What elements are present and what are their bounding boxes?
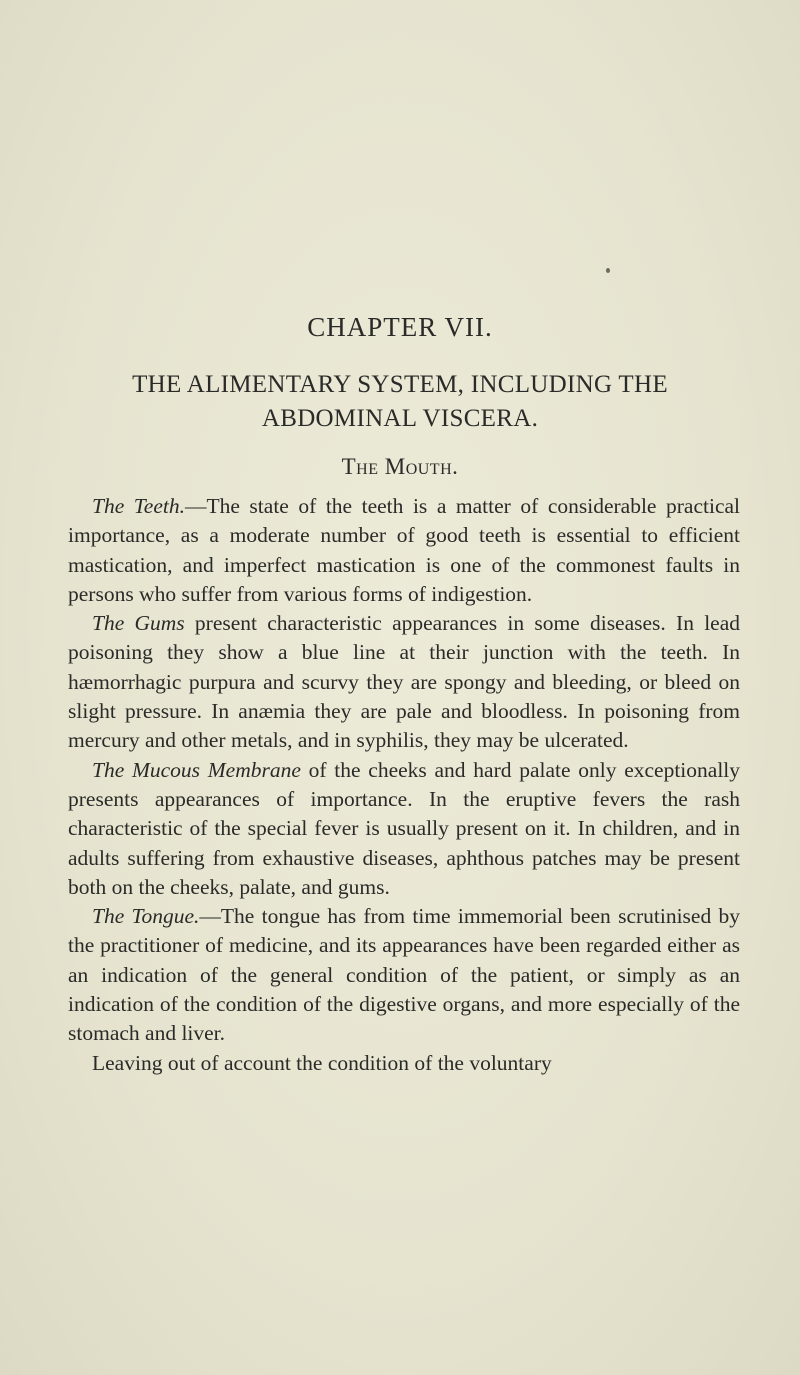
paragraph-heading: The Tongue. [92,904,200,929]
paragraph-text: The state of the teeth is a matter of considerable practical importance, as a moderate number of good teeth is essential to efficient mastication, and imperfect mastication is one of the commonest faults in persons who suffer from various forms of indigestion. [68,494,741,606]
heading-separator [185,611,195,635]
paragraph-heading: The Mucous Membrane [92,757,301,782]
chapter-title [0,368,800,436]
heading-separator: — [199,904,221,929]
chapter-heading: CHAPTER VII. [307,312,493,342]
paragraph-text: present characteristic appearances in some diseases. In lead poisoning they show a blue line at their junction with the teeth. In hæmorrhagic purpura and scurvy they are spongy and bleeding, or bleed on slight pressure. In anæmia they are pale and bloodless. In poisoning from mercury and other metals, and in syphilis, they may be ulcerated. [68,611,741,753]
chapter-title-line: THE ALIMENTARY SYSTEM, INCLUDING THE [132,371,668,398]
paragraph-heading: The Gums [92,611,185,636]
paragraph-heading: The Teeth. [92,494,185,518]
paragraph-text: Leaving out of account the condition of the voluntary [92,1050,552,1075]
paragraph-teeth [68,492,740,609]
paragraph-text: of the cheeks and hard palate only exceptionally presents appearances of importance. In the eruptive fevers the rash characteristic of the special fever is usually present on it. In children, and in adults suffering from exhaustive diseases, aphthous patches may be present both on the cheeks, palate, and gums. [68,757,741,899]
paragraph-gums [68,609,740,755]
paragraph-tongue [68,902,740,1048]
chapter-title-line: ABDOMINAL VISCERA. [261,405,539,432]
paragraph-mucous-membrane [68,756,740,902]
paragraph-leaving-out [68,1049,740,1078]
page-speck [606,268,610,273]
section-heading: The Mouth. [341,454,459,479]
heading-separator [301,758,309,782]
body-text [68,492,740,1078]
heading-separator: — [184,494,207,518]
paragraph-text: The tongue has from time immemorial been scrutinised by the practitioner of medicine, and its appearances have been regarded either as an indication of the general condition of the patient, or simply as an indication of the condition of the digestive organs, and more especially of the stomach and liver. [68,904,740,1046]
